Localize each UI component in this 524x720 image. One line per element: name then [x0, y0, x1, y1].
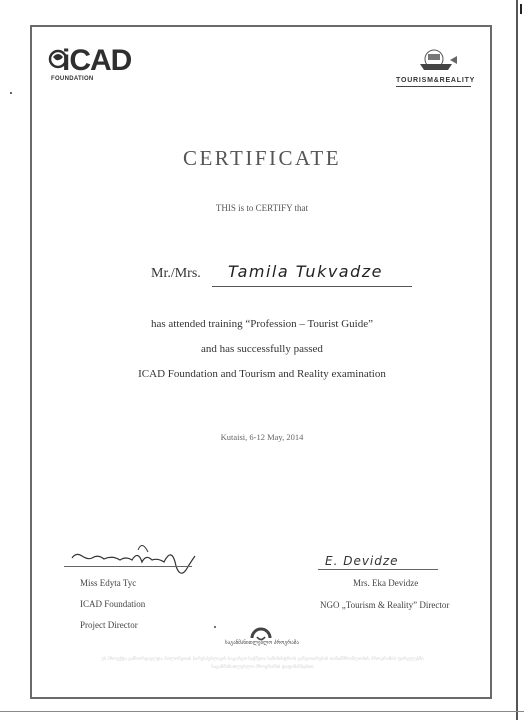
- right-signature: E. Devidze: [325, 554, 399, 568]
- left-signatory-role: Project Director: [80, 620, 138, 630]
- scan-speck: [214, 626, 216, 628]
- left-signatory-org: ICAD Foundation: [80, 599, 146, 609]
- right-signature-line: [318, 569, 438, 570]
- scan-speck: [10, 92, 12, 94]
- icad-logo-text: iCAD: [62, 44, 132, 77]
- certificate-title: CERTIFICATE: [182, 146, 342, 170]
- tourism-reality-underline: [396, 86, 471, 87]
- right-signatory-name: Mrs. Eka Devidze: [353, 578, 419, 588]
- name-prefix: Mr./Mrs.: [151, 266, 201, 281]
- scan-corner-mark: [520, 4, 522, 14]
- icad-logo-subtitle: FOUNDATION: [51, 76, 94, 82]
- left-signature-line: [64, 566, 192, 567]
- recipient-name: Tamila Tukvadze: [228, 262, 384, 281]
- name-underline: [212, 286, 412, 287]
- ship-icon: [410, 48, 458, 76]
- page-bottom-edge: [0, 711, 524, 712]
- footer-note: ეს პროექტი განხორციელდა პოლონეთის სარესპუბლიკის საგარეო საქმეთა სამინისტროს განვითარების თანამშრომლობის პროგრამის ფარგლებში საგანმანითლებლო პროგრამის დაფინანსებით: [101, 657, 424, 670]
- examination-line: ICAD Foundation and Tourism and Reality examination: [138, 368, 386, 380]
- place-and-date: Kutaisi, 6-12 May, 2014: [220, 432, 304, 442]
- tourism-reality-logo-text: TOURISM&REALITY: [396, 77, 476, 84]
- right-signatory-role: NGO „Tourism & Reality” Director: [320, 600, 450, 610]
- certificate-frame: [30, 25, 492, 699]
- left-signatory-name: Miss Edyta Tyc: [80, 578, 137, 588]
- passed-line: and has successfully passed: [201, 343, 323, 355]
- emblem-caption: საგანმანითლებლო პროგრამა: [225, 640, 299, 646]
- training-line: has attended training “Profession – Tourist Guide”: [150, 318, 374, 330]
- education-program-emblem-icon: [248, 620, 274, 642]
- left-signature-icon: [68, 536, 198, 580]
- certify-line: THIS is to CERTIFY that: [215, 203, 309, 213]
- page-edge-shadow: [516, 0, 518, 720]
